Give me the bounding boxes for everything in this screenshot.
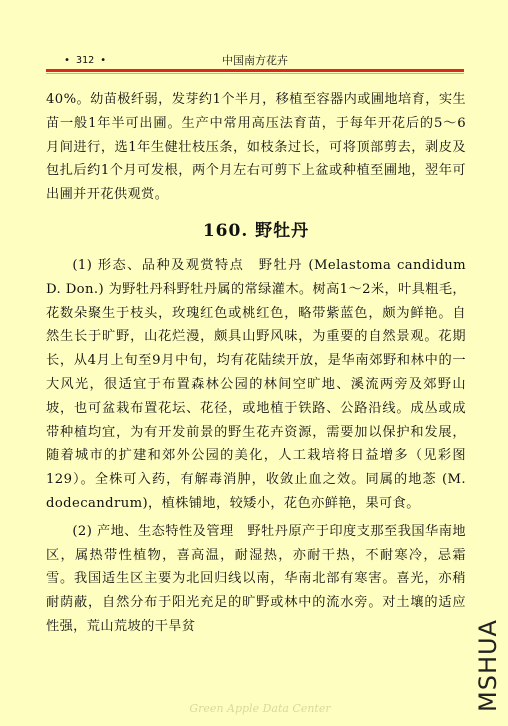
page-number: • 312 • [64,55,107,66]
watermark-side: MSHUA [474,619,502,712]
paragraph-morphology: (1) 形态、品种及观赏特点 野牡丹 (Melastoma candidum D. Don.) 为野牡丹科野牡丹属的常绿灌木。树高1～2米，叶具粗毛，花数朵聚生于枝头，玫瑰红色或桃红色，略带紫蓝色，颇为鲜艳。自然生长于旷野，山花烂漫，颇具山野风味，为重要的自然景观。花期长，从4月上旬至9月中旬，均有花陆续开放，是华南郊野和林中的一大风光，很适宜于布置森林公园的林间空旷地、溪流两旁及郊野山坡，也可盆栽布置花坛、花径，或地植于铁路、公路沿线。成丛或成带种植均宜，为有开发前景的野生花卉资源，需要加以保护和发展，随着城市的扩建和郊外公园的美化，人工栽培将日益增多（见彩图129）。全株可入药，有解毒消肿，收敛止血之效。同属的地菍 (M. dodecandrum)，植株铺地，较矮小，花色亦鲜艳，果可食。 [46,257,466,511]
paragraph-continuation: 40%。幼苗极纤弱，发芽约1个半月，移植至容器内或圃地培育，实生苗一般1年半可出圃。生产中常用高压法育苗，于每年开花后的5～6月间进行，选1年生健壮枝压条，如枝条过长，可将顶部剪去，剥皮及包扎后约1个月可发根，两个月左右可剪下上盆或种植至圃地，翌年可出圃并开花供观赏。 [46,92,466,203]
book-title: 中国南方花卉 [222,54,288,67]
watermark-bottom: Green Apple Data Center [189,702,331,715]
header-rule [46,69,464,72]
section-title: 160. 野牡丹 [202,220,310,241]
paragraph-habitat: (2) 产地、生态特性及管理 野牡丹原产于印度支那至我国华南地区，属热带性植物，喜高温，耐湿热，亦耐干热，不耐寒冷，忌霜雪。我国适生区主要为北回归线以南，华南北部有寒害。喜光，亦稍耐荫蔽，自然分布于阳光充足的旷野或林中的流水旁。对土壤的适应性强，荒山荒坡的干旱贫 [46,523,466,634]
header-rule-thin [46,73,464,74]
page-body [46,88,466,639]
page-header [46,54,464,68]
